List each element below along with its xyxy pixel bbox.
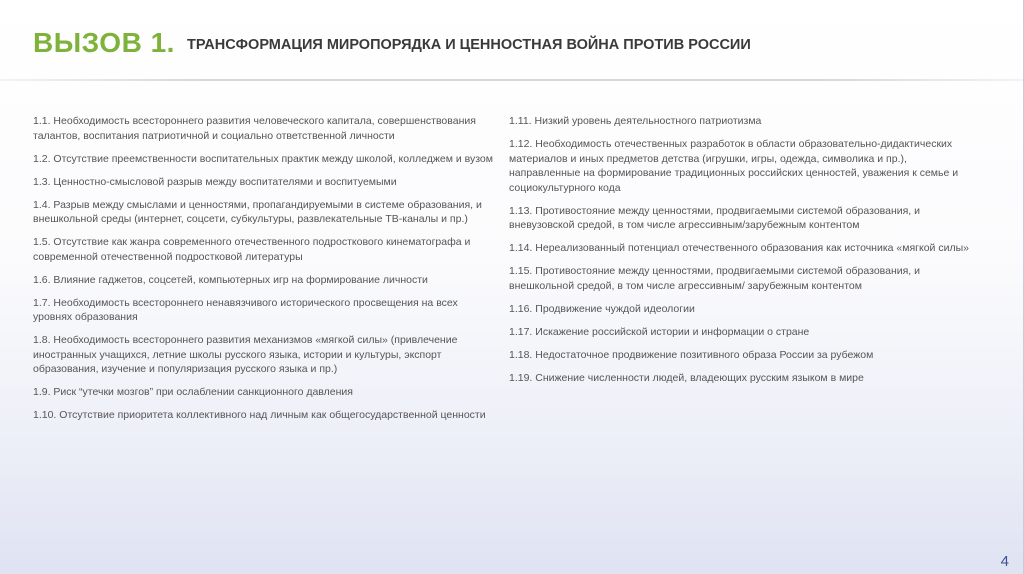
- list-item: 1.16. Продвижение чуждой идеологии: [509, 302, 695, 315]
- list-item: 1.14. Нереализованный потенциал отечественного образования как источника «мягкой силы»: [509, 242, 969, 254]
- list-item: 1.13. Противостояние между ценностями, продвигаемыми системой образования, и вневузовской средой, в том числе агрессивным/зарубежным контентом: [509, 204, 921, 231]
- list-item: 1.7. Необходимость всестороннего ненавязчивого исторического просвещения на всех уровнях образования: [33, 296, 458, 323]
- challenge-label: ВЫЗОВ 1.: [33, 27, 175, 58]
- left-column: [33, 114, 493, 431]
- list-item: 1.9. Риск “утечки мозгов” при ослаблении санкционного давления: [33, 386, 353, 398]
- list-item: 1.11. Низкий уровень деятельностного патриотизма: [509, 115, 762, 127]
- slide-title: ТРАНСФОРМАЦИЯ МИРОПОРЯДКА И ЦЕННОСТНАЯ ВОЙНА ПРОТИВ РОССИИ: [187, 37, 751, 53]
- right-column: [509, 114, 974, 394]
- list-item: 1.2. Отсутствие преемственности воспитательных практик между школой, колледжем и вузом: [33, 152, 493, 165]
- list-item: 1.8. Необходимость всестороннего развития механизмов «мягкой силы» (привлечение иностранных учащихся, летние школы русского языка, истории и культуры, экспорт образования, изучение и популяризация русского языка и пр.): [33, 334, 458, 375]
- list-item: 1.10. Отсутствие приоритета коллективного над личным как общегосударственной ценности: [33, 409, 486, 421]
- list-item: 1.6. Влияние гаджетов, соцсетей, компьютерных игр на формирование личности: [33, 273, 428, 286]
- list-item: 1.3. Ценностно-смысловой разрыв между воспитателями и воспитуемыми: [33, 175, 397, 188]
- list-item: 1.15. Противостояние между ценностями, продвигаемыми системой образования, и внешкольной средой, в том числе агрессивным/ зарубежным контентом: [509, 265, 921, 292]
- list-item: 1.18. Недостаточное продвижение позитивного образа России за рубежом: [509, 348, 874, 361]
- list-item: 1.1. Необходимость всестороннего развития человеческого капитала, совершенствования талантов, воспитания патриотичной и социально ответственной личности: [33, 115, 476, 142]
- page-number: 4: [1000, 553, 1009, 570]
- list-item: 1.19. Снижение численности людей, владеющих русским языком в мире: [509, 371, 864, 384]
- list-item: 1.4. Разрыв между смыслами и ценностями, пропагандируемыми в системе образования, и внешкольной среды (интернет, соцсети, субкультуры, развлекательные ТВ-каналы и пр.): [33, 198, 482, 225]
- list-item: 1.5. Отсутствие как жанра современного отечественного подросткового кинематографа и современной отечественной подростковой литературы: [33, 236, 471, 263]
- list-item: 1.17. Искажение российской истории и информации о стране: [509, 325, 810, 338]
- header-divider: [0, 79, 1024, 81]
- list-item: 1.12. Необходимость отечественных разработок в области образовательно-дидактических материалов и иных предметов детства (игрушки, игры, одежда, символика и пр.), направленные на формирование традиционных российских ценностей, уважения к семье и социокультурного кода: [509, 138, 959, 194]
